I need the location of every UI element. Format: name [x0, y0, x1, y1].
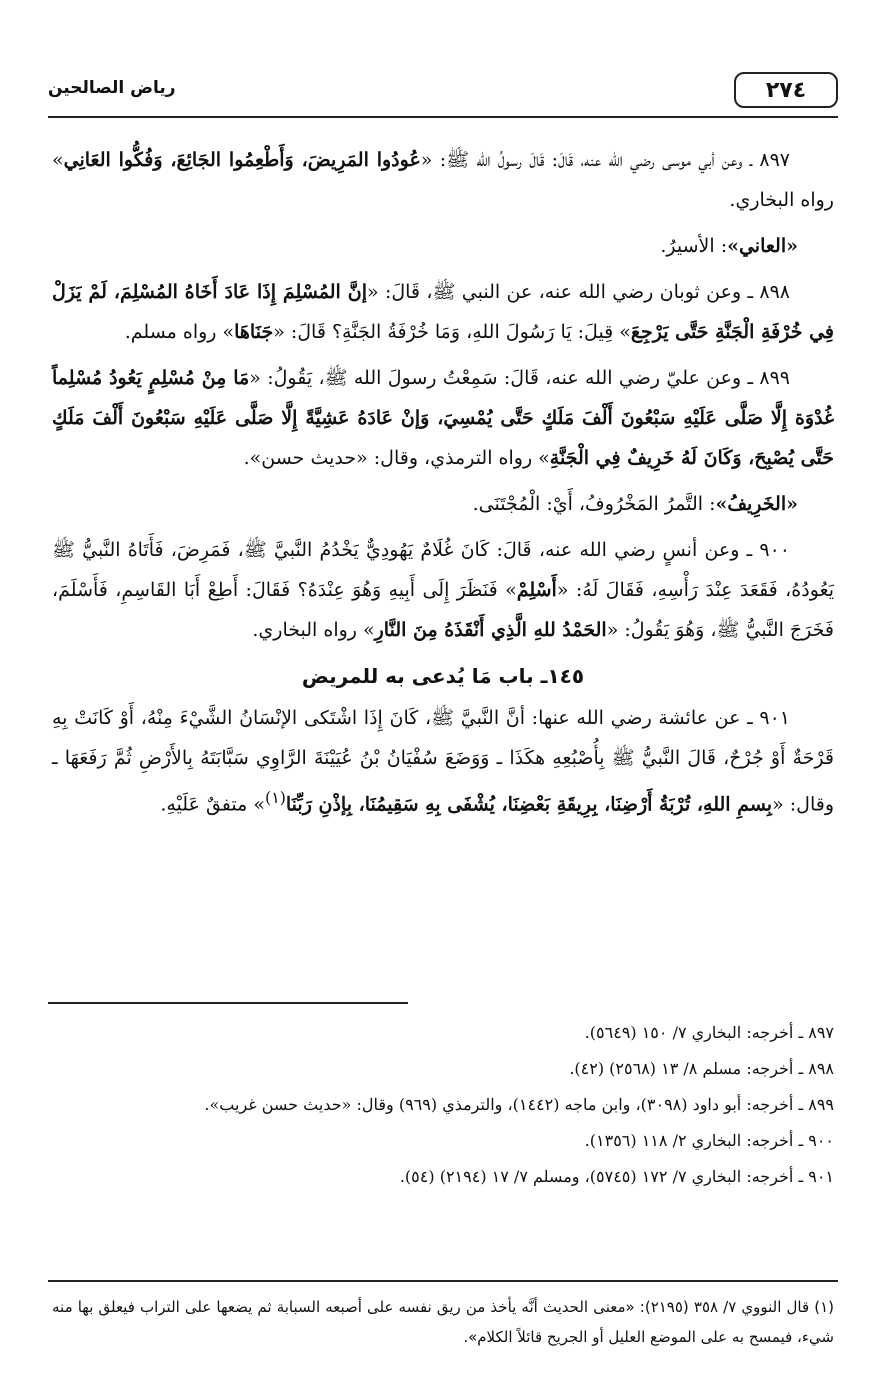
hadith-intro: ٨٩٩ ـ وعن عليّ رضي الله عنه، قَالَ: سَمِعْتُ رسولَ الله ﷺ، يَقُولُ: «	[249, 367, 790, 389]
takhrij-footnotes	[52, 1015, 834, 1195]
note-term: «الخَرِيفُ»	[715, 493, 798, 515]
hadith-source: » رواه البخاري.	[52, 149, 834, 211]
hadith-text-2: جَنَاهَا	[234, 321, 274, 343]
footnote-marker: (١)	[265, 788, 286, 807]
hadith-text-2: الحَمْدُ للهِ الَّذِي أَنْقَذَهُ مِنَ النَّارِ	[374, 619, 607, 641]
hadith-897	[52, 140, 834, 220]
hadith-source: » متفقٌ عَلَيْهِ.	[160, 793, 265, 816]
chapter-heading: ١٤٥ـ باب مَا يُدعى به للمريض	[301, 664, 585, 688]
hadith-middle: » قِيلَ: يَا رَسُولَ اللهِ، وَمَا خُرْفَةُ الجَنَّةِ؟ قَالَ: «	[273, 321, 631, 343]
hadith-text: بِسمِ اللهِ، تُرْبَةُ أَرْضِنَا، بِرِيقَةِ بَعْضِنَا، يُشْفَى بِهِ سَقِيمُنَا، بِإذْنِ رَبِّنَا	[285, 793, 773, 816]
hadith-text: إنَّ المُسْلِمَ إِذَا عَادَ أَخَاهُ المُسْلِمَ، لَمْ يَزَلْ فِي خُرْفَةِ الْجَنَّةِ حَتَّى يَرْجِعَ	[52, 281, 834, 343]
note-897	[52, 226, 834, 266]
footnotes-divider	[48, 1002, 408, 1004]
footnote-item: ٨٩٨ ـ أخرجه: مسلم ٨/ ١٣ (٢٥٦٨) (٤٢).	[569, 1059, 834, 1078]
note-definition: : الأسيرُ.	[660, 235, 728, 257]
bottom-note-divider	[48, 1280, 838, 1282]
hadith-source: » رواه الترمذي، وقال: «حديث حسن».	[243, 447, 550, 469]
note-term: «العاني»	[727, 235, 798, 257]
hadith-intro: ٩٠١ ـ عن عائشة رضي الله عنها: أنَّ النَّبيَّ ﷺ، كَانَ إِذَا اشْتَكى الإنْسَانُ الشَّيْءَ مِنْهُ، أَوْ كَانَتْ بِهِ قَرْحَةٌ أَوْ جُرْحٌ، قَالَ النَّبيُّ ﷺ بِأُصْبُعِهِ هكَذَا ـ وَوَضَعَ سُفْيَانُ بْنُ عُيَيْنَةَ الرَّاوِي سَبَّابَتَهُ بِالأَرْضِ ثُمَّ رَفَعَهَا ـ وقال: «	[52, 707, 834, 816]
page-header	[48, 68, 838, 118]
page-number: ٢٧٤	[734, 72, 838, 108]
hadith-text: أَسْلِمْ	[516, 579, 557, 601]
hadith-899	[52, 358, 834, 478]
main-text	[52, 140, 834, 830]
hadith-middle: » فَنَظَرَ إِلَى أَبِيهِ وَهُوَ عِنْدَهُ؟ فَقَالَ: أَطِعْ أَبَا القَاسِمِ، فَأَسْلَمَ، فَخَرَجَ النَّبيُّ ﷺ، وَهُوَ يَقُولُ: «	[52, 579, 834, 641]
book-title: رياض الصالحين	[48, 78, 176, 98]
footnote-item: ٩٠١ ـ أخرجه: البخاري ٧/ ١٧٢ (٥٧٤٥)، ومسلم ٧/ ١٧ (٢١٩٤) (٥٤).	[399, 1167, 834, 1186]
note-899	[52, 484, 834, 524]
note-definition: : التَّمرُ المَخْرُوفُ، أَيْ: الْمُجْتَنَى.	[472, 493, 716, 515]
hadith-900	[52, 530, 834, 650]
footnote-item: ٨٩٧ ـ أخرجه: البخاري ٧/ ١٥٠ (٥٦٤٩).	[584, 1023, 834, 1042]
hadith-898	[52, 272, 834, 352]
hadith-intro: ٨٩٨ ـ وعن ثوبان رضي الله عنه، عن النبي ﷺ، قَالَ: «	[366, 281, 790, 303]
hadith-source: » رواه البخاري.	[252, 619, 375, 641]
hadith-text: عُودُوا المَرِيضَ، وَأَطْعِمُوا الجَائِعَ، وَفُكُّوا العَانِي	[63, 149, 421, 171]
hadith-intro: ٨٩٧ ـ وعن أبي موسى رضي الله عنه، قَالَ: قَالَ رسولُ الله ﷺ: «	[420, 149, 791, 171]
hadith-text: مَا مِنْ مُسْلِمٍ يَعُودُ مُسْلِماً غُدْوَة إِلَّا صَلَّى عَلَيْهِ سَبْعُونَ أَلْفَ مَلَكٍ حَتَّى يُمْسِيَ، وَإنْ عَادَهُ عَشِيَّةً إِلَّا صَلَّى عَلَيْهِ سَبْعُونَ أَلْفَ مَلَكٍ حَتَّى يُصْبِحَ، وَكَانَ لَهُ خَرِيفٌ فِي الْجَنَّةِ	[52, 367, 834, 469]
footnote-item: ٩٠٠ ـ أخرجه: البخاري ٢/ ١١٨ (١٣٥٦).	[584, 1131, 834, 1150]
hadith-source: » رواه مسلم.	[124, 321, 235, 343]
header-divider	[48, 116, 838, 118]
hadith-intro: ٩٠٠ ـ وعن أنسٍ رضي الله عنه، قَالَ: كَانَ غُلَامٌ يَهُودِيٌّ يَخْدُمُ النَّبيَّ ﷺ، فَمَرِضَ، فَأَتَاهُ النَّبيُّ ﷺ يَعُودُهُ، فَقَعَدَ عِنْدَ رَأْسِهِ، فَقَالَ لَهُ: «	[52, 539, 834, 601]
commentary-footnote: (١) قال النووي ٧/ ٣٥٨ (٢١٩٥): «معنى الحديث أنَّه يأخذ من ريق نفسه على أصبعه السبابة ثم يضعها على التراب فيعلق بها منه شيء، فيمسح به على الموضع العليل أو الجريح قائلاً الكلام».	[52, 1298, 834, 1346]
hadith-901	[52, 698, 834, 824]
footnote-item: ٨٩٩ ـ أخرجه: أبو داود (٣٠٩٨)، وابن ماجه (١٤٤٢)، والترمذي (٩٦٩) وقال: «حديث حسن غريب».	[204, 1095, 834, 1114]
